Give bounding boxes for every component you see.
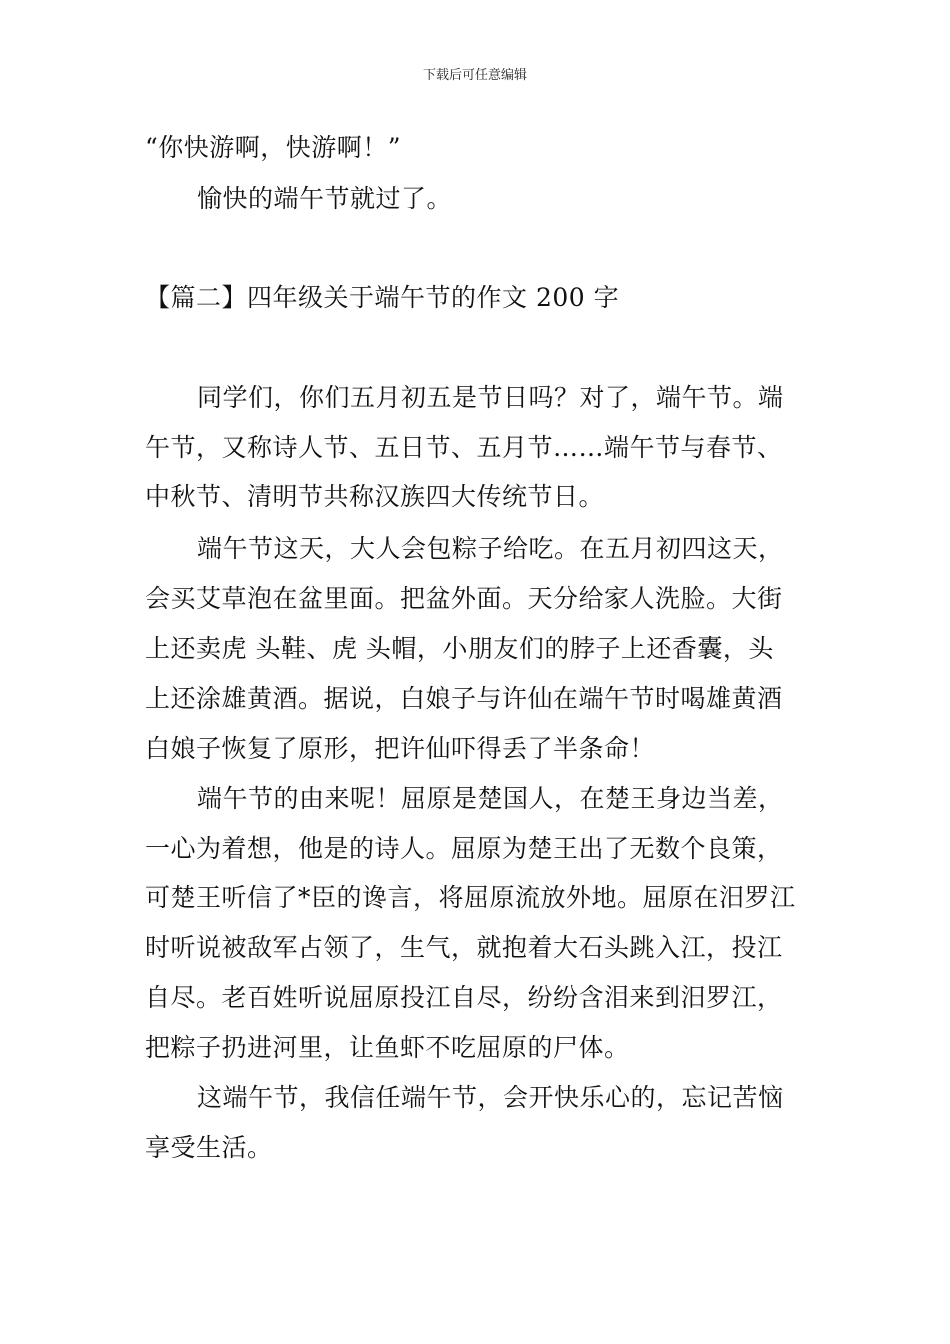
- paragraph-line: 自尽。老百姓听说屈原投江自尽，纷纷含泪来到汨罗江，: [145, 983, 783, 1012]
- paragraph-line: 时听说被敌军占领了，生气，就抱着大石头跳入江，投江: [145, 933, 783, 962]
- paragraph-line: 同学们，你们五月初五是节日吗？对了，端午节。端: [197, 383, 784, 412]
- paragraph-line: 端午节这天，大人会包粽子给吃。在五月初四这天，: [197, 534, 784, 563]
- paragraph-line: 把粽子扔进河里，让鱼虾不吃屈原的尸体。: [145, 1033, 630, 1062]
- paragraph-line: 端午节的由来呢！屈原是楚国人，在楚王身边当差，: [197, 784, 784, 813]
- paragraph-line: 上还涂雄黄酒。据说，白娘子与许仙在端午节时喝雄黄酒: [145, 684, 783, 713]
- paragraph-line: 一心为着想，他是的诗人。屈原为楚王出了无数个良策，: [145, 834, 783, 863]
- paragraph-line: 这端午节，我信任端午节，会开快乐心的，忘记苦恼: [197, 1083, 784, 1112]
- closing-line: 愉快的端午节就过了。: [197, 184, 453, 213]
- paragraph-line: 会买艾草泡在盆里面。把盆外面。天分给家人洗脸。大街: [145, 584, 783, 613]
- section-heading: 【篇二】四年级关于端午节的作文 200 字: [145, 283, 620, 312]
- paragraph-line: 中秋节、清明节共称汉族四大传统节日。: [145, 482, 605, 511]
- paragraph-line: 上还卖虎 头鞋、虎 头帽，小朋友们的脖子上还香囊，头: [145, 634, 774, 663]
- paragraph-line: 午节，又称诗人节、五日节、五月节……端午节与春节、: [145, 433, 783, 462]
- paragraph-line: 白娘子恢复了原形，把许仙吓得丢了半条命！: [145, 734, 656, 763]
- page-header-note: 下载后可任意编辑: [422, 68, 527, 83]
- paragraph-line: 享受生活。: [145, 1133, 273, 1162]
- paragraph-line: 可楚王听信了*臣的谗言，将屈原流放外地。屈原在汨罗江: [145, 883, 796, 912]
- quote-line: “你快游啊，快游啊！”: [145, 133, 402, 162]
